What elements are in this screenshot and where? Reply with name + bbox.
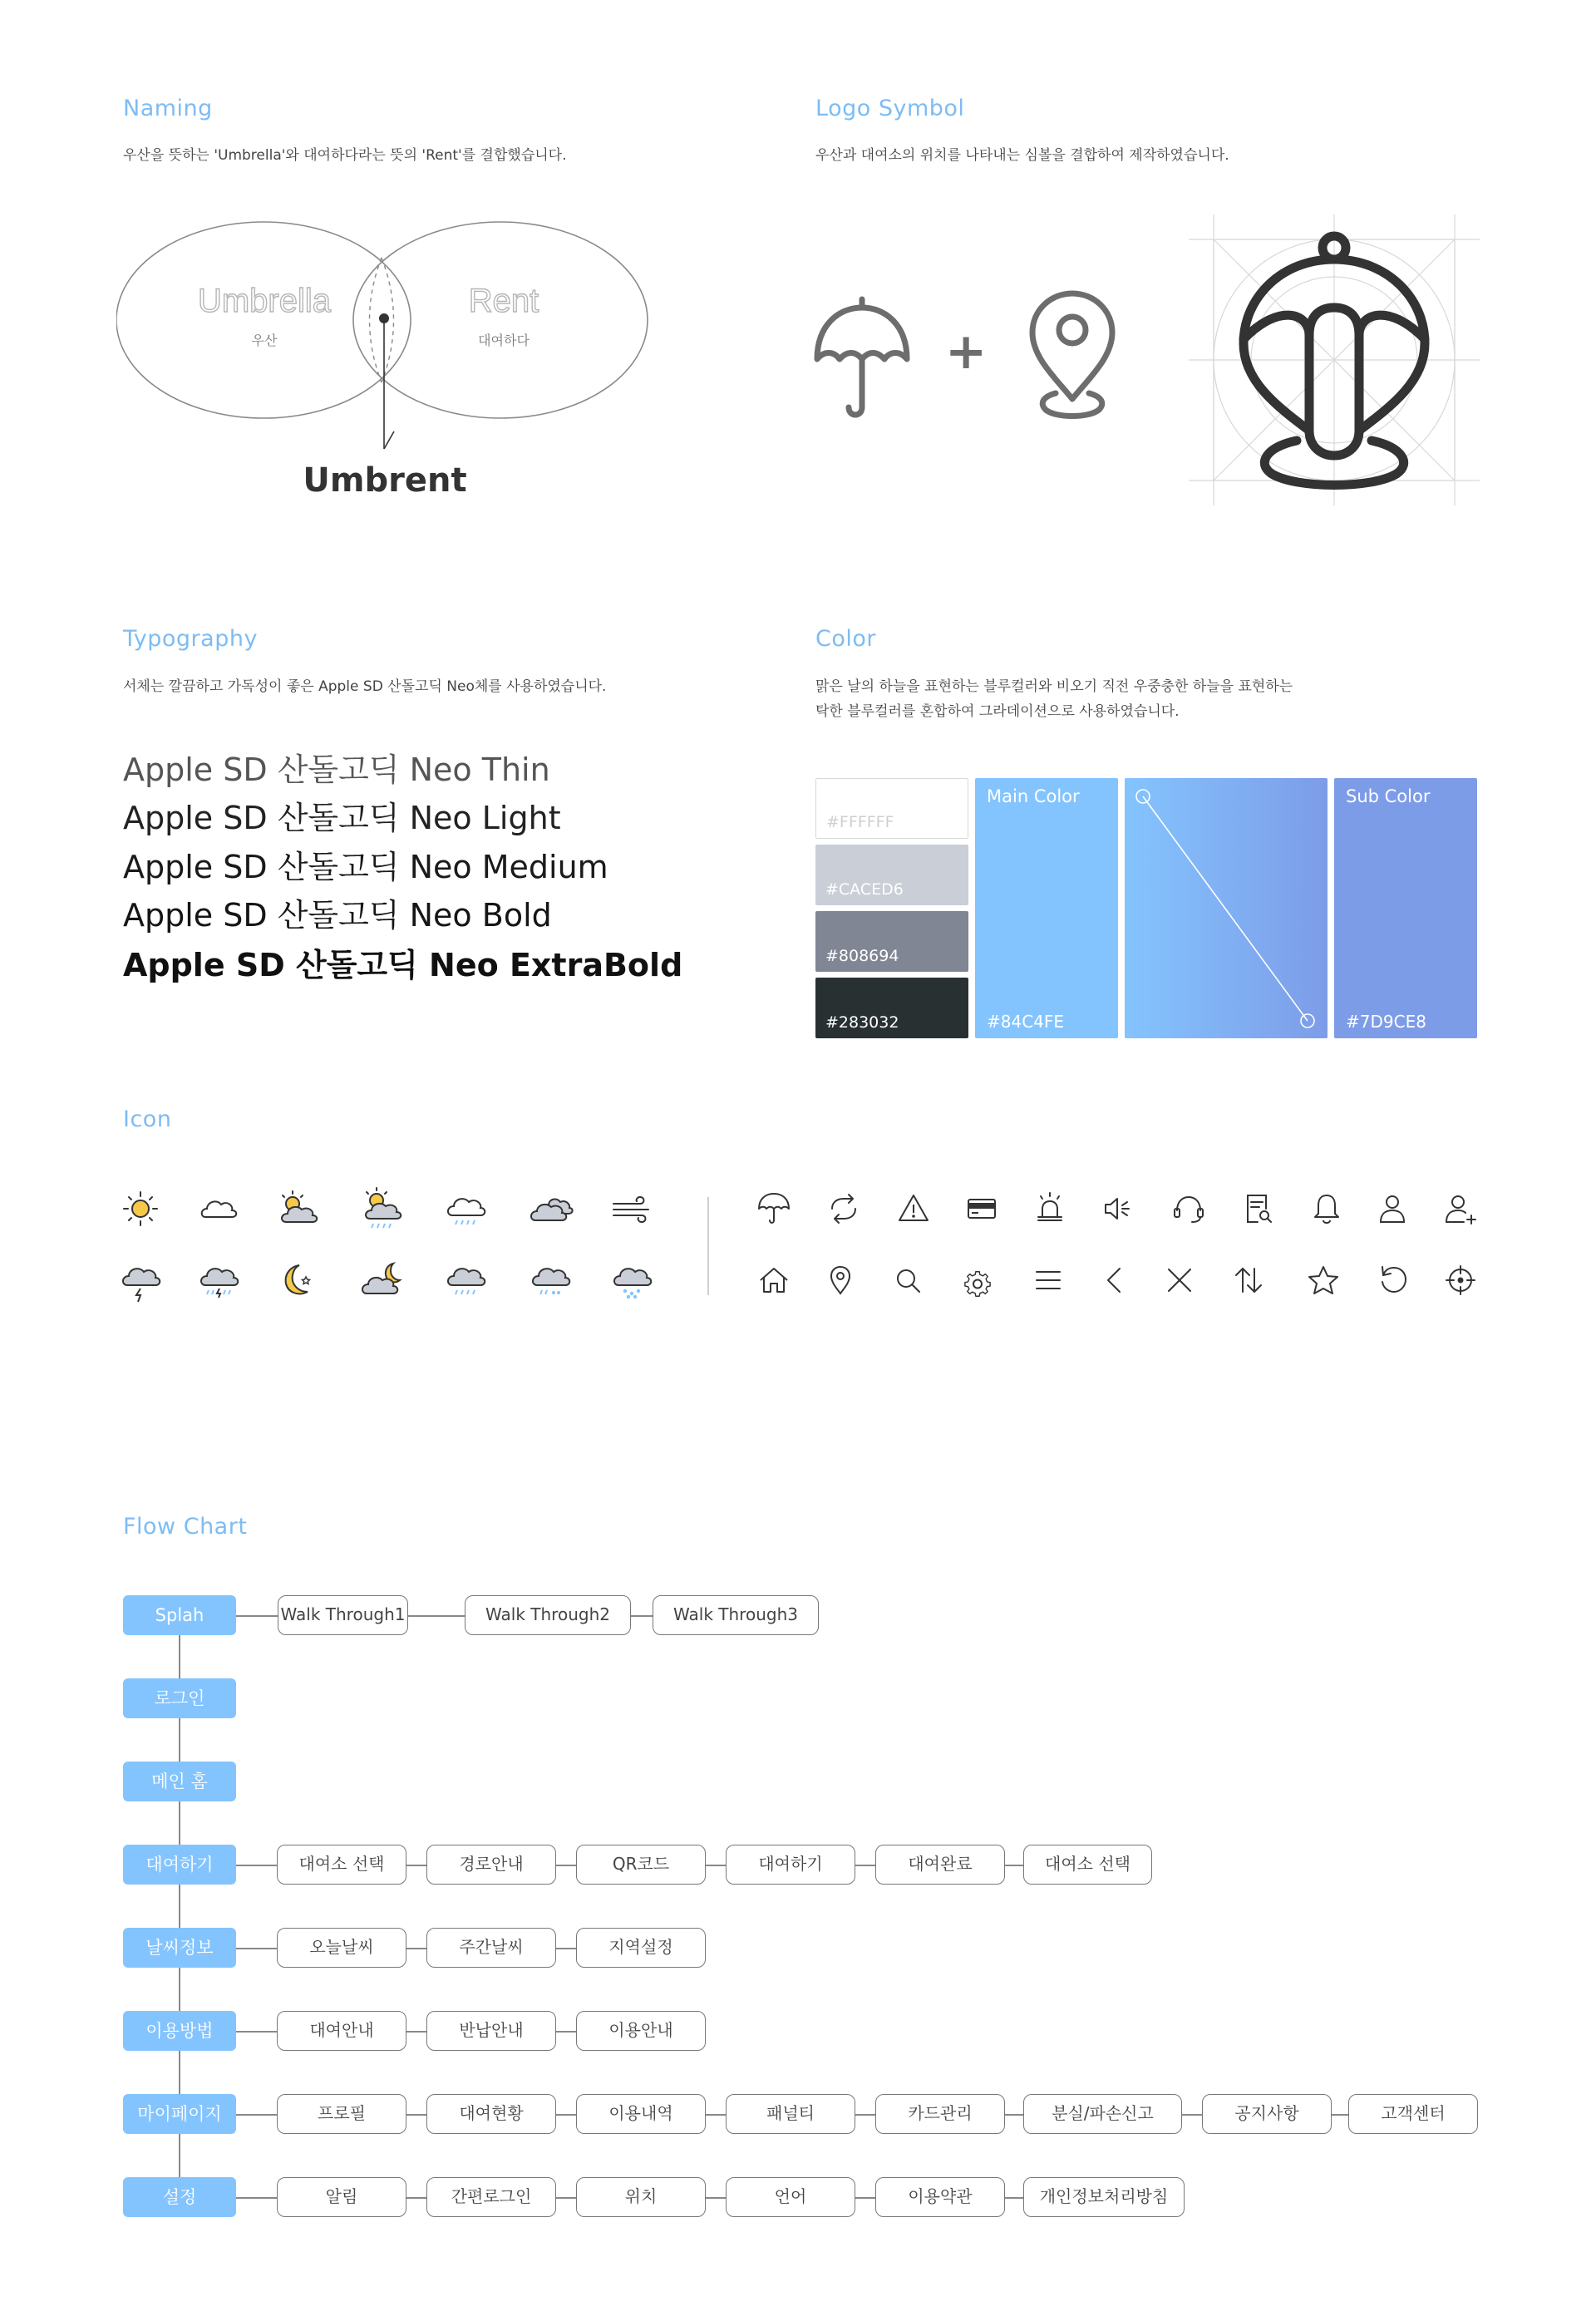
back-icon xyxy=(1090,1255,1140,1305)
siren-icon xyxy=(1025,1184,1075,1234)
headset-icon xyxy=(1164,1184,1214,1234)
flow-item-easy-login: 간편로그인 xyxy=(426,2177,556,2217)
flow-item-location: 위치 xyxy=(576,2177,706,2217)
swatch-gradient xyxy=(1125,778,1328,1038)
rain-thunder-icon xyxy=(194,1255,244,1305)
flow-item-station-select-2: 대여소 선택 xyxy=(1023,1845,1152,1885)
color-title: Color xyxy=(815,626,876,652)
flow-main-splash: Splah xyxy=(123,1595,236,1635)
color-desc-line2: 탁한 블루컬러를 혼합하여 그라데이션으로 사용하였습니다. xyxy=(815,703,1180,720)
flow-item-walkthrough-1: Walk Through1 xyxy=(278,1595,408,1635)
thunderstorm-icon xyxy=(116,1255,165,1305)
flow-item-rent-guide: 대여안내 xyxy=(277,2011,406,2051)
logo-desc: 우산과 대여소의 위치를 나타내는 심볼을 결합하여 제작하였습니다. xyxy=(815,147,1229,164)
wind-icon xyxy=(607,1184,657,1234)
flow-item-notice: 공지사항 xyxy=(1202,2094,1332,2134)
swatch-light-gray xyxy=(815,845,968,905)
speaker-icon xyxy=(1094,1184,1144,1234)
flow-item-notification: 알림 xyxy=(277,2177,406,2217)
flow-connector xyxy=(408,1615,465,1617)
card-icon xyxy=(957,1184,1007,1234)
main-color-label: Main Color xyxy=(987,786,1080,806)
cloud-rain-icon xyxy=(441,1184,490,1234)
type-sample-medium: Apple SD 산돌고딕 Neo Medium xyxy=(123,849,608,885)
moon-cloud-icon xyxy=(357,1255,406,1305)
icon-title: Icon xyxy=(123,1106,172,1132)
locate-icon xyxy=(1436,1255,1485,1305)
user-icon xyxy=(1367,1184,1417,1234)
swatch-gray-hex: #808694 xyxy=(825,947,899,965)
swatch-gray xyxy=(815,911,968,972)
flow-main-settings: 설정 xyxy=(123,2177,236,2217)
flow-item-rent-status: 대여현황 xyxy=(426,2094,556,2134)
swatch-white-hex: #FFFFFF xyxy=(826,813,894,831)
flow-chart-title: Flow Chart xyxy=(123,1514,248,1540)
home-icon xyxy=(749,1255,799,1305)
warning-icon xyxy=(889,1184,938,1234)
flow-item-customer-center: 고객센터 xyxy=(1348,2094,1478,2134)
close-icon xyxy=(1155,1255,1204,1305)
location-icon xyxy=(815,1255,865,1305)
swatch-dark-hex: #283032 xyxy=(825,1013,899,1032)
bell-icon xyxy=(1302,1184,1352,1234)
flow-item-terms: 이용약관 xyxy=(875,2177,1005,2217)
flow-item-walkthrough-3: Walk Through3 xyxy=(653,1595,819,1635)
brand-name: Umbrent xyxy=(303,461,467,500)
moon-icon xyxy=(273,1255,323,1305)
flow-item-walkthrough-2: Walk Through2 xyxy=(465,1595,631,1635)
flow-item-loss-report: 분실/파손신고 xyxy=(1023,2094,1182,2134)
flow-item-card-management: 카드관리 xyxy=(875,2094,1005,2134)
swatch-dark xyxy=(815,978,968,1038)
typography-desc: 서체는 깔끔하고 가독성이 좋은 Apple SD 산돌고딕 Neo체를 사용하였습니다. xyxy=(123,678,607,695)
sun-cloud-rain-icon xyxy=(357,1184,406,1234)
type-sample-light: Apple SD 산돌고딕 Neo Light xyxy=(123,800,561,836)
partly-cloudy-icon xyxy=(273,1184,323,1234)
sort-icon xyxy=(1224,1255,1273,1305)
venn-right-word: Rent xyxy=(468,283,539,319)
flow-connector xyxy=(236,1615,278,1617)
typography-title: Typography xyxy=(123,626,258,652)
venn-left-word: Umbrella xyxy=(197,283,332,319)
type-sample-thin: Apple SD 산돌고딕 Neo Thin xyxy=(123,751,550,788)
dark-clouds-icon xyxy=(525,1184,575,1234)
flow-main-weather: 날씨정보 xyxy=(123,1928,236,1968)
flow-main-login: 로그인 xyxy=(123,1678,236,1718)
sync-icon xyxy=(819,1184,869,1234)
flow-item-rent: 대여하기 xyxy=(726,1845,855,1885)
sub-color-label: Sub Color xyxy=(1346,786,1431,806)
logo-title: Logo Symbol xyxy=(815,96,965,121)
undo-icon xyxy=(1368,1255,1418,1305)
flow-item-use-guide: 이용안내 xyxy=(576,2011,706,2051)
flow-item-station-select: 대여소 선택 xyxy=(277,1845,406,1885)
flow-main-rent: 대여하기 xyxy=(123,1845,236,1885)
flow-main-mypage: 마이페이지 xyxy=(123,2094,236,2134)
naming-desc: 우산을 뜻하는 'Umbrella'와 대여하다라는 뜻의 'Rent'를 결합했습니다. xyxy=(123,147,567,164)
flow-item-profile: 프로필 xyxy=(277,2094,406,2134)
flow-item-today-weather: 오늘날씨 xyxy=(277,1928,406,1968)
venn-left-sub: 우산 xyxy=(251,333,278,348)
flow-item-qr-code: QR코드 xyxy=(576,1845,706,1885)
flow-item-language: 언어 xyxy=(726,2177,855,2217)
search-icon xyxy=(883,1255,933,1305)
combined-logo-symbol-icon xyxy=(1189,214,1480,505)
icon-divider xyxy=(707,1197,709,1295)
location-pin-symbol-icon xyxy=(1022,287,1122,428)
cloud-icon xyxy=(194,1184,244,1234)
notice-icon xyxy=(1233,1184,1283,1234)
flow-main-home: 메인 홈 xyxy=(123,1762,236,1801)
gradient-direction-line xyxy=(1125,778,1328,1038)
venn-right-sub: 대여하다 xyxy=(478,333,530,348)
umbrella-icon xyxy=(749,1184,799,1234)
flow-item-route-guide: 경로안내 xyxy=(426,1845,556,1885)
swatch-main-color xyxy=(975,778,1118,1038)
type-sample-bold: Apple SD 산돌고딕 Neo Bold xyxy=(123,897,552,934)
sub-color-hex: #7D9CE8 xyxy=(1346,1012,1426,1032)
menu-icon xyxy=(1023,1255,1073,1305)
flow-item-privacy-policy: 개인정보처리방침 xyxy=(1023,2177,1185,2217)
settings-icon xyxy=(953,1255,1002,1305)
swatch-white xyxy=(815,778,968,839)
cloud-sleet-icon xyxy=(525,1255,575,1305)
flow-item-rent-complete: 대여완료 xyxy=(875,1845,1005,1885)
umbrella-symbol-icon xyxy=(810,291,919,424)
flow-item-return-guide: 반납안내 xyxy=(426,2011,556,2051)
flow-item-weekly-weather: 주간날씨 xyxy=(426,1928,556,1968)
cloud-rain-2-icon xyxy=(441,1255,490,1305)
type-sample-extrabold: Apple SD 산돌고딕 Neo ExtraBold xyxy=(123,947,683,983)
star-icon xyxy=(1298,1255,1348,1305)
sun-icon xyxy=(116,1184,165,1234)
flow-main-how-to-use: 이용방법 xyxy=(123,2011,236,2051)
flow-item-usage-history: 이용내역 xyxy=(576,2094,706,2134)
swatch-light-gray-hex: #CACED6 xyxy=(825,880,904,899)
plus-sign: + xyxy=(945,323,988,381)
cloud-snow-icon xyxy=(607,1255,657,1305)
naming-title: Naming xyxy=(123,96,213,121)
flow-item-penalty: 패널티 xyxy=(726,2094,855,2134)
color-desc-line1: 맑은 날의 하늘을 표현하는 블루컬러와 비오기 직전 우중충한 하늘을 표현하는 xyxy=(815,678,1293,695)
flow-connector xyxy=(631,1615,653,1617)
swatch-sub-color xyxy=(1334,778,1477,1038)
add-user-icon xyxy=(1436,1184,1485,1234)
main-color-hex: #84C4FE xyxy=(987,1012,1065,1032)
flow-item-region-setting: 지역설정 xyxy=(576,1928,706,1968)
